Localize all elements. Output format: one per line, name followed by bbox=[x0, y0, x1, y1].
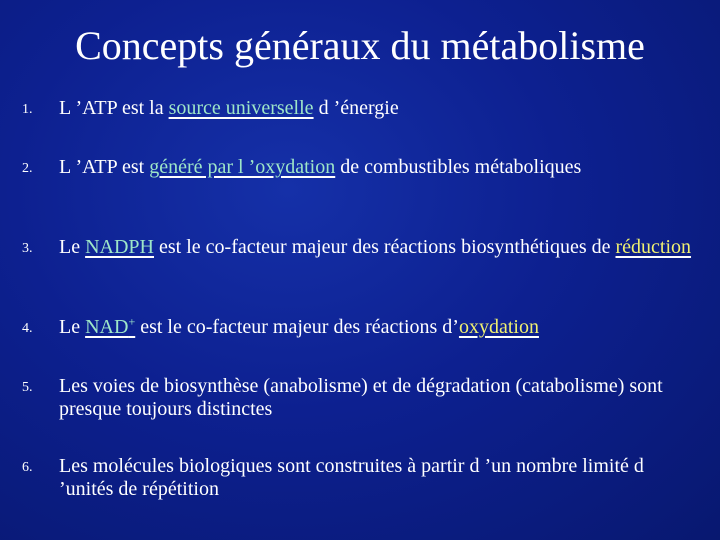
text-run: de combustibles métaboliques bbox=[335, 156, 582, 178]
text-run: Le bbox=[59, 236, 86, 258]
item-number: 2. bbox=[22, 161, 33, 176]
text-run: L ’ATP est bbox=[59, 156, 150, 178]
item-text: Les molécules biologiques sont construites à partir d ’un nombre limité d ’unités de répétition bbox=[59, 455, 644, 500]
item-text bbox=[59, 97, 699, 120]
text-run: L ’ATP est la bbox=[59, 97, 169, 119]
item-number: 4. bbox=[22, 321, 33, 336]
item-text bbox=[59, 316, 699, 339]
highlighted-term: NADPH bbox=[85, 236, 154, 258]
highlighted-term: oxydation bbox=[458, 316, 539, 338]
item-text: Les voies de biosynthèse (anabolisme) et de dégradation (catabolisme) sont presque toujours distinctes bbox=[59, 375, 663, 420]
text-run: NAD bbox=[85, 316, 129, 338]
item-number: 3. bbox=[22, 241, 33, 256]
text-run: Le bbox=[59, 316, 86, 338]
item-number: 5. bbox=[22, 380, 33, 395]
text-run: est le co-facteur majeur des réactions biosynthétiques de bbox=[154, 236, 616, 258]
highlighted-term: réduction bbox=[615, 236, 692, 258]
text-run: d ’énergie bbox=[313, 97, 399, 119]
superscript: + bbox=[128, 314, 136, 329]
highlighted-term bbox=[85, 316, 135, 338]
slide-title: Concepts généraux du métabolisme bbox=[75, 23, 645, 68]
item-number: 1. bbox=[22, 102, 33, 117]
item-text bbox=[59, 156, 699, 179]
text-run: est le co-facteur majeur des réactions d’ bbox=[135, 316, 459, 338]
item-number: 6. bbox=[22, 460, 33, 475]
item-text bbox=[59, 236, 699, 259]
highlighted-term: source universelle bbox=[168, 97, 314, 119]
highlighted-term: généré par l ’oxydation bbox=[149, 156, 336, 178]
